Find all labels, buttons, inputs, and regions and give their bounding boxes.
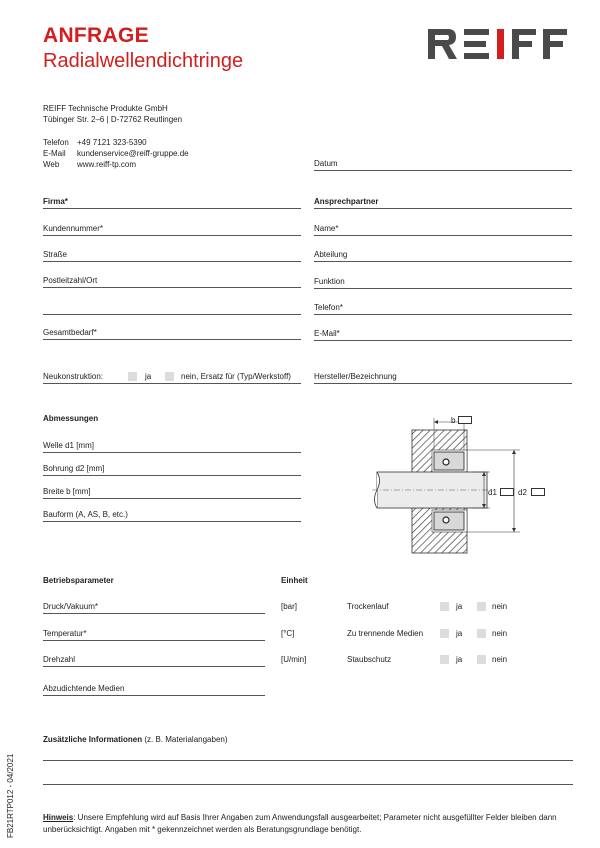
funktion-field[interactable]	[314, 288, 572, 289]
form-code: FB21RTP012 - 04/2021	[6, 753, 15, 838]
strasse-label: Straße	[43, 250, 68, 259]
staubschutz-nein-checkbox[interactable]	[477, 655, 486, 664]
druck-field[interactable]	[43, 613, 265, 614]
staubschutz-nein-label: nein	[492, 655, 508, 664]
zusatz-hint: (z. B. Materialangaben)	[144, 735, 228, 744]
plz-ort-field-2[interactable]	[43, 314, 301, 315]
zusatz-field-2[interactable]	[43, 784, 573, 785]
einheit-heading: Einheit	[281, 576, 308, 585]
page-subtitle: Radialwellendichtringe	[43, 50, 244, 72]
company-address: Tübinger Str. 2–6 | D-72762 Reutlingen	[43, 115, 183, 124]
neukonstruktion-nein-checkbox[interactable]	[165, 372, 174, 381]
hersteller-label: Hersteller/Bezeichnung	[314, 372, 397, 381]
contact-email-value[interactable]: kundenservice@reiff-gruppe.de	[77, 149, 189, 158]
bohrung-label: Bohrung d2 [mm]	[43, 464, 105, 473]
hersteller-field[interactable]	[314, 383, 572, 384]
staubschutz-label: Staubschutz	[347, 655, 392, 664]
abteilung-label: Abteilung	[314, 250, 348, 259]
druck-unit: [bar]	[281, 602, 298, 611]
trockenlauf-nein-label: nein	[492, 602, 508, 611]
hinweis-text: : Unsere Empfehlung wird auf Basis Ihrer Angaben zum Anwendungsfall ausgearbeitet; Parameter nicht ausgefüllter Felder bleiben dann unberücksichtigt. Angaben mit * gekennzeichnet werden als Beratungsgrundlage benötigt.	[43, 813, 557, 834]
betriebsparameter-heading: Betriebsparameter	[43, 576, 114, 585]
bauform-field[interactable]	[43, 521, 301, 522]
staubschutz-ja-label: ja	[456, 655, 463, 664]
gesamtbedarf-label: Gesamtbedarf*	[43, 328, 97, 337]
telefon-field[interactable]	[314, 314, 572, 315]
bohrung-field[interactable]	[43, 475, 301, 476]
drehzahl-field[interactable]	[43, 666, 265, 667]
trennende-ja-checkbox[interactable]	[440, 629, 449, 638]
bauform-label: Bauform (A, AS, B, etc.)	[43, 510, 128, 519]
welle-field[interactable]	[43, 452, 301, 453]
diagram-d1-label: d1	[488, 488, 497, 497]
contact-phone-label: Telefon	[43, 138, 69, 147]
zusatz-heading-row	[43, 735, 228, 744]
ansprechpartner-label: Ansprechpartner	[314, 197, 379, 206]
trockenlauf-label: Trockenlauf	[347, 602, 389, 611]
plz-ort-field[interactable]	[43, 287, 301, 288]
druck-label: Druck/Vakuum*	[43, 602, 98, 611]
trennende-ja-label: ja	[456, 629, 463, 638]
neukonstruktion-ja-label: ja	[145, 372, 152, 381]
contact-phone-value: +49 7121 323-5390	[77, 138, 147, 147]
drehzahl-label: Drehzahl	[43, 655, 76, 664]
trockenlauf-nein-checkbox[interactable]	[477, 602, 486, 611]
breite-field[interactable]	[43, 498, 301, 499]
trennende-nein-label: nein	[492, 629, 508, 638]
diagram-d2-box[interactable]	[531, 488, 545, 496]
gesamtbedarf-field[interactable]	[43, 339, 301, 340]
temperatur-unit: [°C]	[281, 629, 295, 638]
breite-label: Breite b [mm]	[43, 487, 91, 496]
kundennummer-field[interactable]	[43, 235, 301, 236]
abteilung-field[interactable]	[314, 261, 572, 262]
strasse-field[interactable]	[43, 261, 301, 262]
contact-web-label: Web	[43, 160, 60, 169]
neukonstruktion-nein-label: nein, Ersatz für (Typ/Werkstoff)	[181, 372, 291, 381]
contact-email-label: E-Mail	[43, 149, 66, 158]
ansprechpartner-field[interactable]	[314, 208, 572, 209]
contact-web-value[interactable]: www.reiff-tp.com	[77, 160, 136, 169]
zusatz-heading: Zusätzliche Informationen	[43, 735, 143, 744]
zusatz-field-1[interactable]	[43, 760, 573, 761]
email-field[interactable]	[314, 340, 572, 341]
funktion-label: Funktion	[314, 277, 345, 286]
name-field[interactable]	[314, 235, 572, 236]
drehzahl-unit: [U/min]	[281, 655, 307, 664]
temperatur-field[interactable]	[43, 640, 265, 641]
email-label: E-Mail*	[314, 329, 340, 338]
footer-hinweis	[43, 812, 583, 836]
name-label: Name*	[314, 224, 339, 233]
diagram-b-label: b	[451, 416, 456, 425]
trennende-label: Zu trennende Medien	[347, 629, 424, 638]
kundennummer-label: Kundennummer*	[43, 224, 104, 233]
trennende-nein-checkbox[interactable]	[477, 629, 486, 638]
telefon-label: Telefon*	[314, 303, 343, 312]
medien-label: Abzudichtende Medien	[43, 684, 125, 693]
neukonstruktion-field[interactable]	[43, 383, 301, 384]
trockenlauf-ja-checkbox[interactable]	[440, 602, 449, 611]
neukonstruktion-ja-checkbox[interactable]	[128, 372, 137, 381]
trockenlauf-ja-label: ja	[456, 602, 463, 611]
diagram-d1-box[interactable]	[500, 488, 514, 496]
diagram-d2-label: d2	[518, 488, 527, 497]
reiff-logo	[428, 29, 573, 64]
firma-field[interactable]	[43, 208, 301, 209]
company-name: REIFF Technische Produkte GmbH	[43, 104, 168, 113]
plz-ort-label: Postleitzahl/Ort	[43, 276, 98, 285]
welle-label: Welle d1 [mm]	[43, 441, 94, 450]
datum-label: Datum	[314, 159, 338, 168]
medien-field[interactable]	[43, 695, 265, 696]
temperatur-label: Temperatur*	[43, 629, 87, 638]
firma-label: Firma*	[43, 197, 68, 206]
hinweis-label: Hinweis	[43, 813, 74, 822]
page-title: ANFRAGE	[43, 24, 149, 47]
abmessungen-heading: Abmessungen	[43, 414, 99, 423]
staubschutz-ja-checkbox[interactable]	[440, 655, 449, 664]
diagram-b-box[interactable]	[458, 416, 472, 424]
neukonstruktion-label: Neukonstruktion:	[43, 372, 104, 381]
datum-field[interactable]	[314, 170, 572, 171]
